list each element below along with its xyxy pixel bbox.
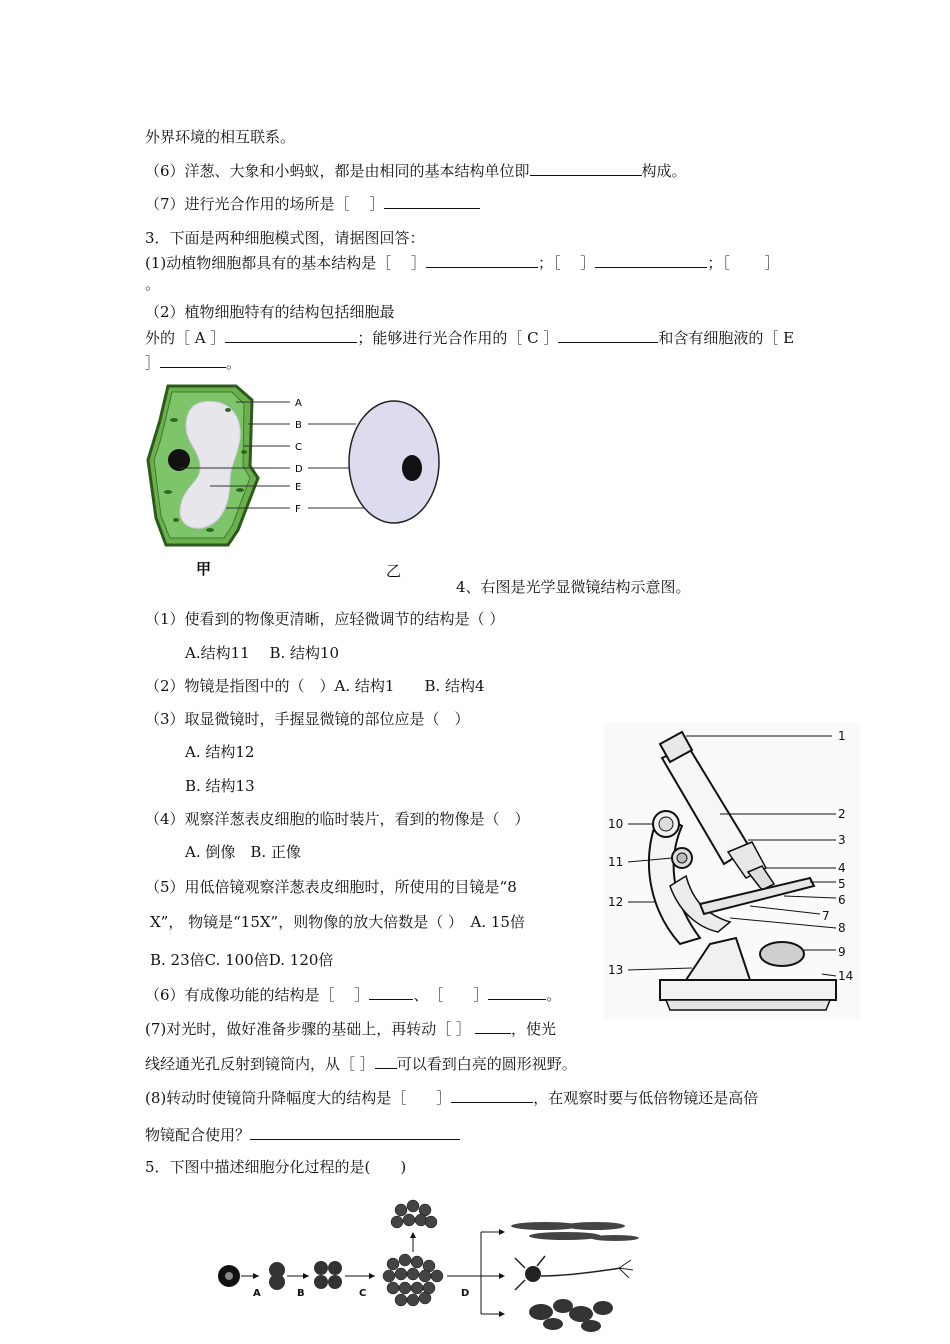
answer-blank[interactable]: [558, 327, 658, 343]
microscope-label-5: 5: [838, 877, 846, 891]
step-label-D: D: [461, 1288, 470, 1299]
q3-item-1-sep2: ；［ ］: [707, 254, 780, 272]
answer-blank[interactable]: [225, 327, 357, 343]
q4-item-1: （1）使看到的物像更清晰，应轻微调节的结构是（ ）: [145, 610, 505, 628]
answer-blank[interactable]: [369, 984, 413, 1000]
q3-item-2-end: 。: [226, 354, 242, 372]
answer-blank[interactable]: [250, 1124, 460, 1140]
microscope-label-1: 1: [838, 729, 846, 743]
q3-title: 3．下面是两种细胞模式图，请据图回答：: [145, 229, 425, 247]
microscope-label-6: 6: [838, 893, 846, 907]
q4-item-4: （4）观察洋葱表皮细胞的临时装片，看到的物像是（ ）: [145, 810, 530, 828]
cell-diagram: [140, 380, 450, 580]
step-label-C: C: [359, 1288, 367, 1299]
microscope-label-4: 4: [838, 861, 846, 875]
q4-item-8-question: 物镜配合使用？: [145, 1126, 251, 1144]
microscope-label-3: 3: [838, 833, 846, 847]
q3-item-2-c: ；能够进行光合作用的［ C ］: [357, 329, 559, 347]
q4-item-6-mid: 、 ［ ］: [413, 986, 489, 1004]
q4-item-7: [145, 1018, 556, 1039]
q4-item-2: （2）物镜是指图中的（ ）A. 结构1 B. 结构4: [145, 677, 485, 695]
answer-blank[interactable]: [475, 1018, 511, 1034]
q4-item-7-mid: ，使光: [511, 1020, 557, 1038]
q4-item-6: [145, 984, 561, 1005]
q2-item-6: [145, 160, 687, 181]
q3-item-1-end: 。: [145, 275, 161, 293]
answer-blank[interactable]: [530, 160, 642, 176]
q3-item-2-a: 外的［ A ］: [145, 329, 226, 347]
q2-item-6-end: 构成。: [641, 162, 687, 180]
microscope-label-11: 11: [608, 855, 624, 869]
q4-item-1-options: A.结构11 B. 结构10: [185, 644, 340, 662]
q2-item-6-text: （6）洋葱、大象和小蚂蚁，都是由相同的基本结构单位即: [145, 162, 530, 180]
cell-differentiation-diagram: [185, 1192, 655, 1340]
q5-title: 5．下图中描述细胞分化过程的是( ): [145, 1158, 407, 1176]
q3-item-2-line2: [145, 327, 794, 348]
microscope-label-13: 13: [608, 963, 624, 977]
q3-item-2-bracket: ］: [145, 354, 161, 372]
q3-item-2-line3: [145, 352, 241, 373]
label-C: C: [295, 442, 302, 453]
answer-blank[interactable]: [451, 1087, 533, 1103]
microscope-label-2: 2: [838, 807, 846, 821]
answer-blank[interactable]: [426, 252, 538, 268]
microscope-label-12: 12: [608, 895, 624, 909]
caption-animal: 乙: [386, 562, 402, 580]
step-label-B: B: [297, 1288, 305, 1299]
q2-item-7-text: （7）进行光合作用的场所是［ ］: [145, 195, 385, 213]
q4-item-8-text: (8)转动时使镜筒升降幅度大的结构是［ ］: [145, 1089, 452, 1107]
q4-title: 4、右图是光学显微镜结构示意图。: [456, 578, 691, 596]
label-D: D: [295, 464, 303, 475]
microscope-label-14: 14: [838, 969, 854, 983]
q4-item-3-option-a: A. 结构12: [185, 743, 255, 761]
q4-item-3: （3）取显微镜时，手握显微镜的部位应是（ ）: [145, 710, 470, 728]
q3-item-1-sep1: ；［ ］: [538, 254, 596, 272]
q4-item-4-options: A. 倒像 B. 正像: [185, 843, 301, 861]
q4-item-8: [145, 1087, 758, 1108]
answer-blank[interactable]: [384, 193, 480, 209]
step-label-A: A: [253, 1288, 261, 1299]
q3-item-2: （2）植物细胞特有的结构包括细胞最: [145, 303, 395, 321]
answer-blank[interactable]: [488, 984, 546, 1000]
label-B: B: [295, 420, 302, 431]
q4-item-7-line2-text: 线经通光孔反射到镜筒内，从［ ］: [145, 1055, 375, 1073]
q4-item-5-line3: B. 23倍C. 100倍D. 120倍: [150, 951, 334, 969]
answer-blank[interactable]: [160, 352, 226, 368]
q2-item-7: [145, 193, 480, 214]
microscope-label-9: 9: [838, 945, 846, 959]
label-F: F: [295, 504, 301, 515]
q4-item-8-mid: ，在观察时要与低倍物镜还是高倍: [533, 1089, 759, 1107]
q4-item-3-option-b: B. 结构13: [185, 777, 255, 795]
answer-blank[interactable]: [595, 252, 707, 268]
q4-item-7-text: (7)对光时，做好准备步骤的基础上，再转动［ ］: [145, 1020, 472, 1038]
label-A: A: [295, 398, 302, 409]
q3-item-2-e: 和含有细胞液的［ E: [658, 329, 795, 347]
q4-item-7-line2: [145, 1053, 577, 1074]
q4-item-6-end: 。: [546, 986, 562, 1004]
q3-item-1-text: (1)动植物细胞都具有的基本结构是［ ］: [145, 254, 427, 272]
caption-plant: 甲: [196, 560, 212, 578]
animal-nucleus: [402, 455, 422, 481]
q3-item-1: [145, 252, 780, 273]
q4-item-7-end: 可以看到白亮的圆形视野。: [396, 1055, 577, 1073]
label-E: E: [295, 482, 302, 493]
animal-cell: [349, 401, 439, 523]
answer-blank[interactable]: [375, 1053, 397, 1069]
q4-item-8-line2: [145, 1124, 460, 1145]
microscope-label-7: 7: [822, 909, 830, 923]
q4-item-5-line2: X”， 物镜是“15X”，则物像的放大倍数是（ ） A. 15倍: [150, 913, 525, 931]
microscope-diagram: [600, 718, 864, 1024]
microscope-label-10: 10: [608, 817, 624, 831]
q4-item-6-text: （6）有成像功能的结构是［ ］: [145, 986, 370, 1004]
q4-item-5: （5）用低倍镜观察洋葱表皮细胞时，所使用的目镜是“8: [145, 878, 517, 896]
q2-line-cont: 外界环境的相互联系。: [145, 128, 296, 146]
microscope-label-8: 8: [838, 921, 846, 935]
